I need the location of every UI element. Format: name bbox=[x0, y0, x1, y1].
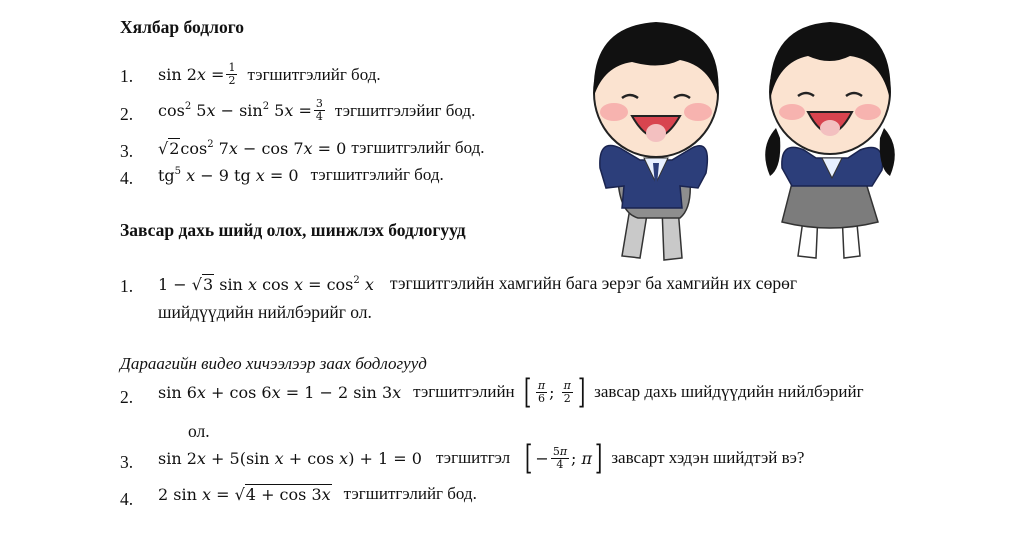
section-title-easy: Хялбар бодлого bbox=[120, 17, 244, 37]
section-title-interval: Завсар дахь шийд олох, шинжлэх бодлогууд bbox=[120, 220, 466, 240]
fraction: $\frac{3}{4}$ bbox=[315, 97, 323, 123]
equation-text: тэгшитгэлийг бод. bbox=[247, 64, 381, 84]
equation-easy-2: $\cos^2 5x - \sin^2 5x$ = $\frac{3}{4}$ тэгшитгэлэйиг бод. bbox=[158, 97, 476, 123]
girl-cartoon-icon bbox=[765, 22, 895, 258]
item-number: 1. bbox=[120, 66, 134, 86]
section-title-video: Дараагийн видео хичээлээр заах бодлогууд bbox=[120, 354, 427, 373]
equation-text: тэгшитгэлийг бод. bbox=[351, 138, 485, 157]
equation-easy-1: sin 2x = $\frac{1}{2}$ тэгшитгэлийг бод. bbox=[158, 61, 381, 87]
students-illustration bbox=[560, 8, 920, 270]
item-number: 1. bbox=[120, 276, 134, 296]
equation-text-continued: шийдүүдийн нийлбэрийг ол. bbox=[158, 302, 372, 322]
item-number: 2. bbox=[120, 104, 134, 124]
equation-interval-1: 1 − √3 sin x $\cos x = \cos^2 x$ тэгшитгэлийн хамгийн бага эерэг ба хамгийн их сөрөг bbox=[158, 273, 797, 294]
equation-video-4: 2 sin x = √4 + cos 3x тэгшитгэлийг бод. bbox=[158, 484, 477, 504]
equation-easy-4: $tg^5$ x − 9 tg x = 0 тэгшитгэлийг бод. bbox=[158, 165, 444, 185]
equation-video-3: sin 2x + 5(sin x + cos x) + 1 = 0 тэгшитгэл [ − $\frac{5\pi}{4}$ ; π ] завсарт хэдэн шийдтэй вэ? bbox=[158, 438, 805, 478]
equation-video-2: sin 6x + cos 6x = 1 − 2 sin 3x тэгшитгэлийн [ $\frac{\pi}{6}$ ; $\frac{\pi}{2}$ ] завсар дахь шийдүүдийн нийлбэрийг bbox=[158, 372, 864, 412]
item-number: 3. bbox=[120, 141, 134, 161]
equation-text: тэгшитгэлийг бод. bbox=[343, 484, 477, 503]
equation-text: завсар дахь шийдүүдийн нийлбэрийг bbox=[594, 382, 864, 401]
equation-text: тэгшитгэлэйиг бод. bbox=[334, 100, 476, 120]
equation-easy-3: $√2\cos^2$ 7x − cos 7x = 0 тэгшитгэлийг бод. bbox=[158, 138, 485, 158]
equation-text-continued: ол. bbox=[188, 421, 210, 441]
item-number: 4. bbox=[120, 489, 134, 509]
equation-text: тэгшитгэлийн хамгийн бага эерэг ба хамгийн их сөрөг bbox=[389, 273, 797, 293]
equation-text: тэгшитгэлийн bbox=[413, 382, 515, 401]
interval-bracket: [ $\frac{\pi}{6}$ ; $\frac{\pi}{2}$ ] bbox=[523, 372, 586, 412]
item-number: 4. bbox=[120, 168, 134, 188]
boy-cartoon-icon bbox=[594, 22, 719, 260]
item-number: 3. bbox=[120, 452, 134, 472]
equation-text: завсарт хэдэн шийдтэй вэ? bbox=[611, 448, 805, 467]
item-number: 2. bbox=[120, 387, 134, 407]
equation-text: тэгшитгэл bbox=[435, 448, 511, 467]
interval-bracket: [ − $\frac{5\pi}{4}$ ; π ] bbox=[525, 438, 603, 478]
equation-text: тэгшитгэлийг бод. bbox=[310, 165, 444, 184]
fraction: $\frac{1}{2}$ bbox=[228, 61, 236, 87]
